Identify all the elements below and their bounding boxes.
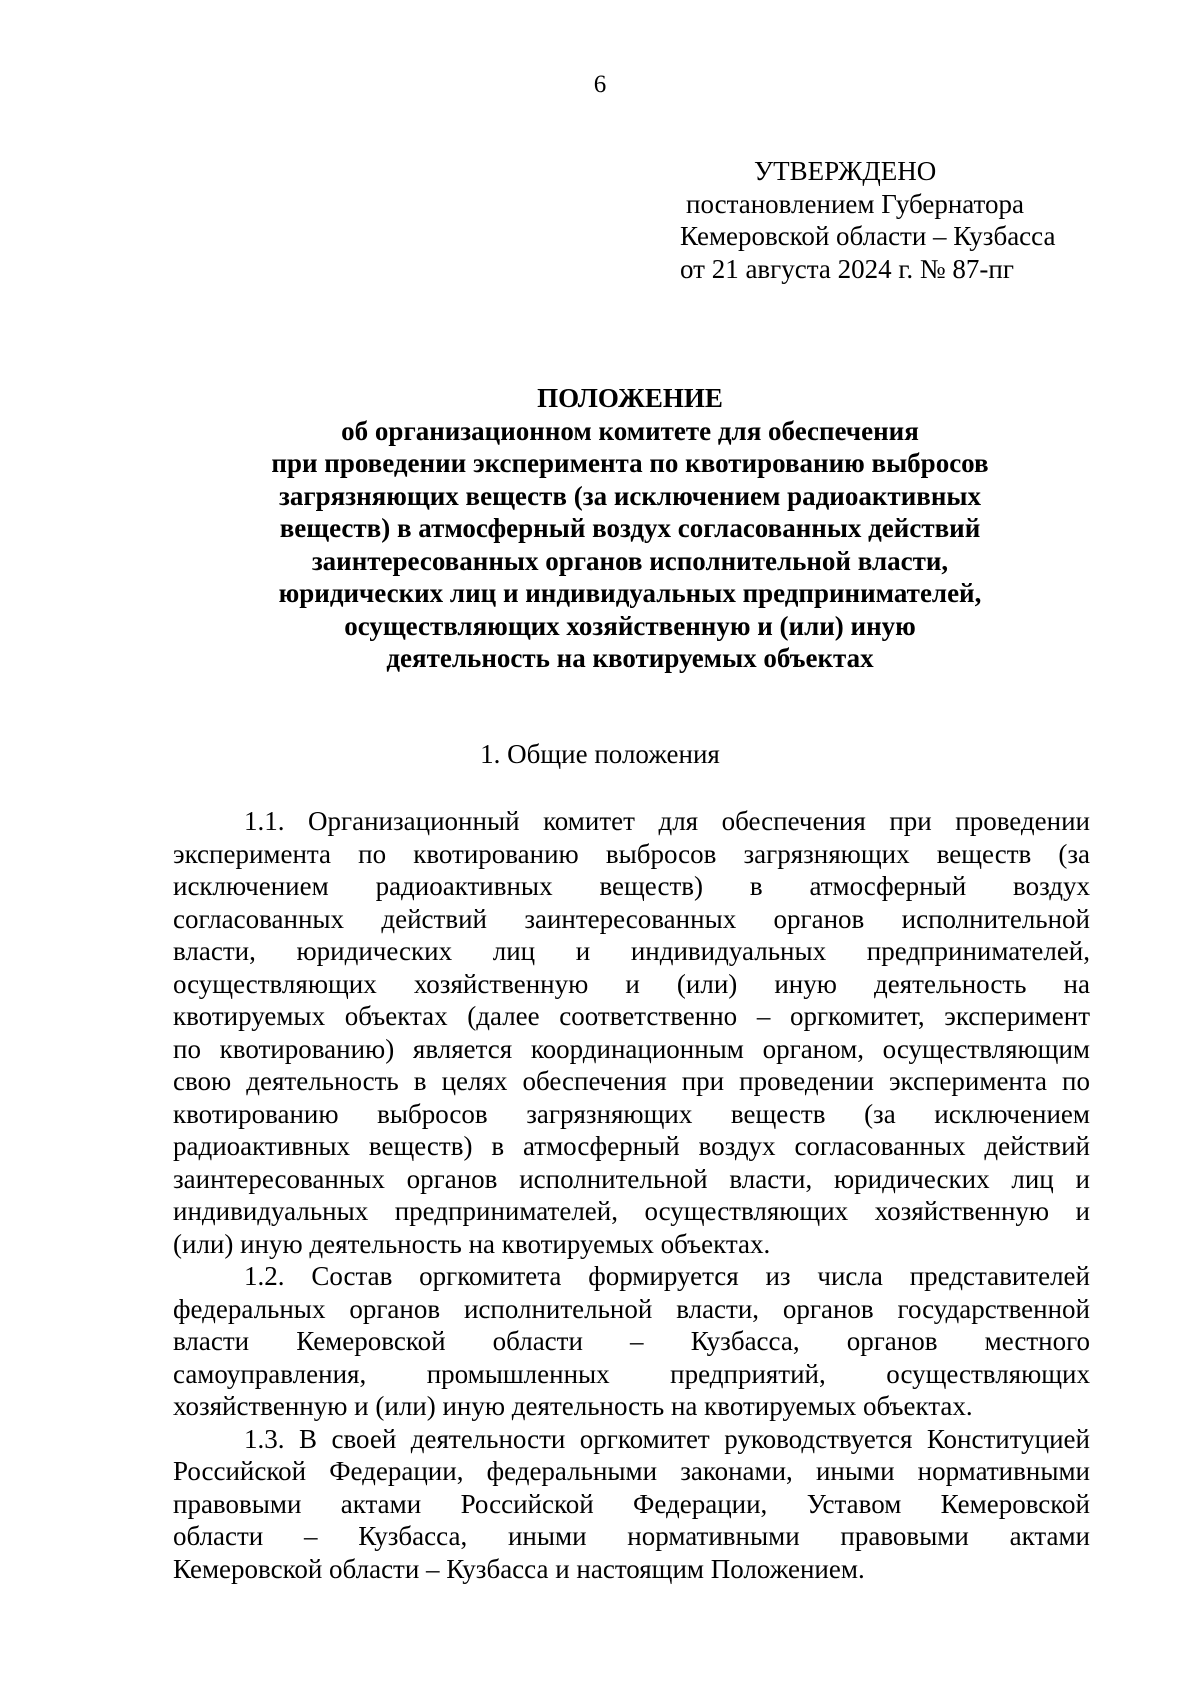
paragraph-line: области – Кузбасса, иными нормативными правовыми актами — [173, 1521, 1090, 1551]
title-line: осуществляющих хозяйственную и (или) иную — [344, 610, 916, 641]
approval-line: УТВЕРЖДЕНО — [754, 156, 937, 186]
paragraph-line: эксперимента по квотированию выбросов загрязняющих веществ (за — [173, 838, 1090, 869]
paragraph-line: правовыми актами Российской Федерации, Уставом Кемеровской — [173, 1488, 1090, 1519]
approval-line: постановлением Губернатора — [686, 188, 1024, 219]
body-text — [173, 805, 1090, 1585]
title-line: веществ) в атмосферный воздух согласованных действий — [279, 513, 981, 543]
paragraph-line: власти Кемеровской области – Кузбасса, органов местного — [173, 1326, 1090, 1356]
paragraph-line: осуществляющих хозяйственную и (или) иную деятельность на — [173, 968, 1090, 999]
title-line: загрязняющих веществ (за исключением радиоактивных — [279, 480, 981, 511]
paragraph-line: (или) иную деятельность на квотируемых объектах. — [173, 1228, 771, 1259]
title-line: заинтересованных органов исполнительной власти, — [311, 545, 949, 576]
paragraph-line: индивидуальных предпринимателей, осуществляющих хозяйственную и — [173, 1196, 1090, 1226]
paragraph-line: радиоактивных веществ) в атмосферный воздух согласованных действий — [173, 1131, 1090, 1161]
paragraph-1-2 — [173, 1260, 1090, 1423]
paragraph-line: квотируемых объектах (далее соответственно – оргкомитет, эксперимент — [173, 1001, 1090, 1031]
paragraph-line: квотированию выбросов загрязняющих веществ (за исключением — [173, 1098, 1090, 1129]
paragraph-line: свою деятельность в целях обеспечения при проведении эксперимента по — [173, 1066, 1090, 1096]
approval-stamp — [680, 155, 1140, 285]
paragraph-line: 1.3. В своей деятельности оргкомитет руководствуется Конституцией — [244, 1423, 1090, 1454]
paragraph-line: самоуправления, промышленных предприятий, осуществляющих — [173, 1358, 1090, 1389]
paragraph-1-1 — [173, 805, 1090, 1260]
paragraph-line: Кемеровской области – Кузбасса и настоящим Положением. — [173, 1553, 865, 1584]
approval-line: от 21 августа 2024 г. № 87-пг — [680, 253, 1014, 284]
title-line: об организационном комитете для обеспечения — [341, 415, 919, 446]
title-line: при проведении эксперимента по квотированию выбросов — [271, 448, 989, 478]
paragraph-line: власти, юридических лиц и индивидуальных предпринимателей, — [173, 936, 1090, 966]
paragraph-line: по квотированию) является координационным органом, осуществляющим — [173, 1033, 1090, 1064]
paragraph-line: Российской Федерации, федеральными законами, иными нормативными — [173, 1456, 1090, 1486]
paragraph-line: 1.2. Состав оргкомитета формируется из числа представителей — [244, 1261, 1090, 1291]
document-title — [180, 382, 1080, 675]
paragraph-line: хозяйственную и (или) иную деятельность на квотируемых объектах. — [173, 1391, 973, 1421]
page-number: 6 — [593, 71, 607, 98]
title-line: деятельность на квотируемых объектах — [386, 643, 874, 673]
paragraph-line: исключением радиоактивных веществ) в атмосферный воздух — [173, 871, 1090, 901]
paragraph-line: 1.1. Организационный комитет для обеспечения при проведении — [244, 806, 1090, 836]
paragraph-1-3 — [173, 1423, 1090, 1586]
title-heading: ПОЛОЖЕНИЕ — [537, 383, 723, 413]
paragraph-line: согласованных действий заинтересованных органов исполнительной — [173, 903, 1090, 934]
paragraph-line: федеральных органов исполнительной власти, органов государственной — [173, 1293, 1090, 1324]
approval-line: Кемеровской области – Кузбасса — [680, 221, 1056, 251]
section-heading: 1. Общие положения — [480, 739, 720, 769]
paragraph-line: заинтересованных органов исполнительной власти, юридических лиц и — [173, 1163, 1090, 1194]
title-line: юридических лиц и индивидуальных предпринимателей, — [278, 578, 982, 608]
